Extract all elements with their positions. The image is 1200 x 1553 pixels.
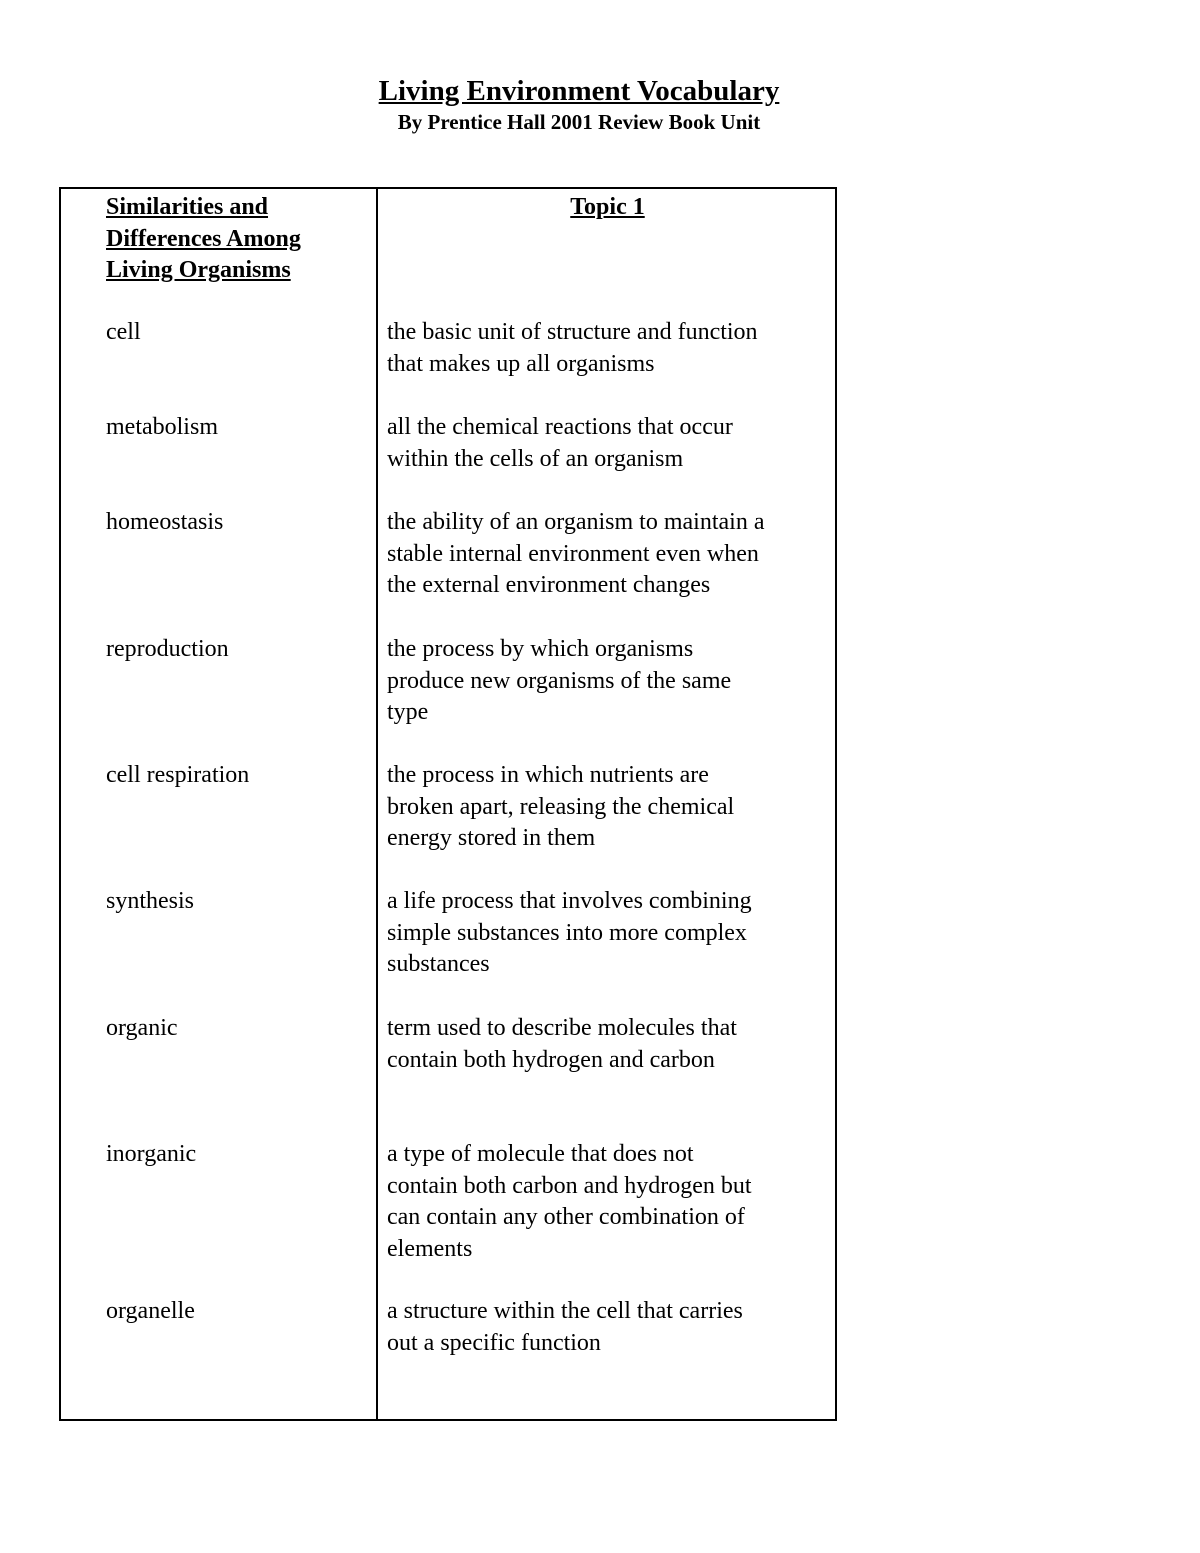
vocab-term: cell respiration	[106, 762, 250, 788]
definition-line: energy stored in them	[387, 825, 596, 851]
vocab-term: reproduction	[106, 636, 229, 662]
definition-line: out a specific function	[387, 1329, 601, 1356]
definition-line: a type of molecule that does not	[387, 1141, 694, 1167]
definition-line: type	[387, 699, 429, 725]
vocab-definition	[387, 760, 734, 855]
definition-line: the external environment changes	[387, 572, 711, 598]
vocab-term: cell	[106, 319, 141, 345]
vocab-definition	[387, 634, 731, 729]
vocab-term: metabolism	[106, 414, 218, 440]
definition-line: broken apart, releasing the chemical	[387, 793, 735, 820]
vocab-definition	[387, 1296, 743, 1359]
vocab-term: homeostasis	[106, 509, 224, 535]
definition-line: within the cells of an organism	[387, 445, 684, 472]
definition-line: can contain any other combination of	[387, 1204, 745, 1230]
definition-line: substances	[387, 951, 490, 977]
vocab-term: synthesis	[106, 888, 195, 914]
vocab-term: organic	[106, 1015, 178, 1041]
definition-line: all the chemical reactions that occur	[387, 414, 733, 440]
vocab-definition	[387, 1139, 752, 1265]
definition-line: a structure within the cell that carries	[387, 1298, 743, 1324]
vocab-definition	[387, 1013, 737, 1076]
definition-line: the basic unit of structure and function	[387, 319, 758, 345]
definition-line: contain both carbon and hydrogen but	[387, 1172, 752, 1199]
table-heading-unit-line: Differences Among	[106, 225, 301, 252]
vocab-definition	[387, 507, 764, 602]
table-heading-topic: Topic 1	[570, 194, 645, 220]
definition-line: a life process that involves combining	[387, 888, 752, 914]
table-heading-unit-line: Similarities and	[106, 194, 269, 220]
definition-line: the process in which nutrients are	[387, 762, 709, 788]
vocab-definition	[387, 317, 758, 380]
vocab-definition	[387, 886, 752, 981]
vocab-definition	[387, 412, 733, 475]
definition-line: produce new organisms of the same	[387, 667, 732, 694]
column-divider	[376, 189, 378, 1419]
document-subtitle: By Prentice Hall 2001 Review Book Unit	[397, 110, 761, 134]
definition-line: contain both hydrogen and carbon	[387, 1046, 715, 1073]
vocabulary-table	[59, 187, 837, 1421]
definition-line: that makes up all organisms	[387, 350, 655, 377]
vocab-term: inorganic	[106, 1141, 197, 1167]
table-heading-unit-line: Living Organisms	[106, 257, 291, 283]
definition-line: the ability of an organism to maintain a	[387, 509, 765, 535]
definition-line: elements	[387, 1235, 473, 1262]
table-heading-unit	[106, 192, 301, 287]
document-title: Living Environment Vocabulary	[378, 75, 780, 107]
definition-line: stable internal environment even when	[387, 540, 759, 567]
definition-line: term used to describe molecules that	[387, 1015, 737, 1041]
definition-line: the process by which organisms	[387, 636, 694, 662]
vocab-term: organelle	[106, 1298, 195, 1324]
definition-line: simple substances into more complex	[387, 919, 747, 946]
